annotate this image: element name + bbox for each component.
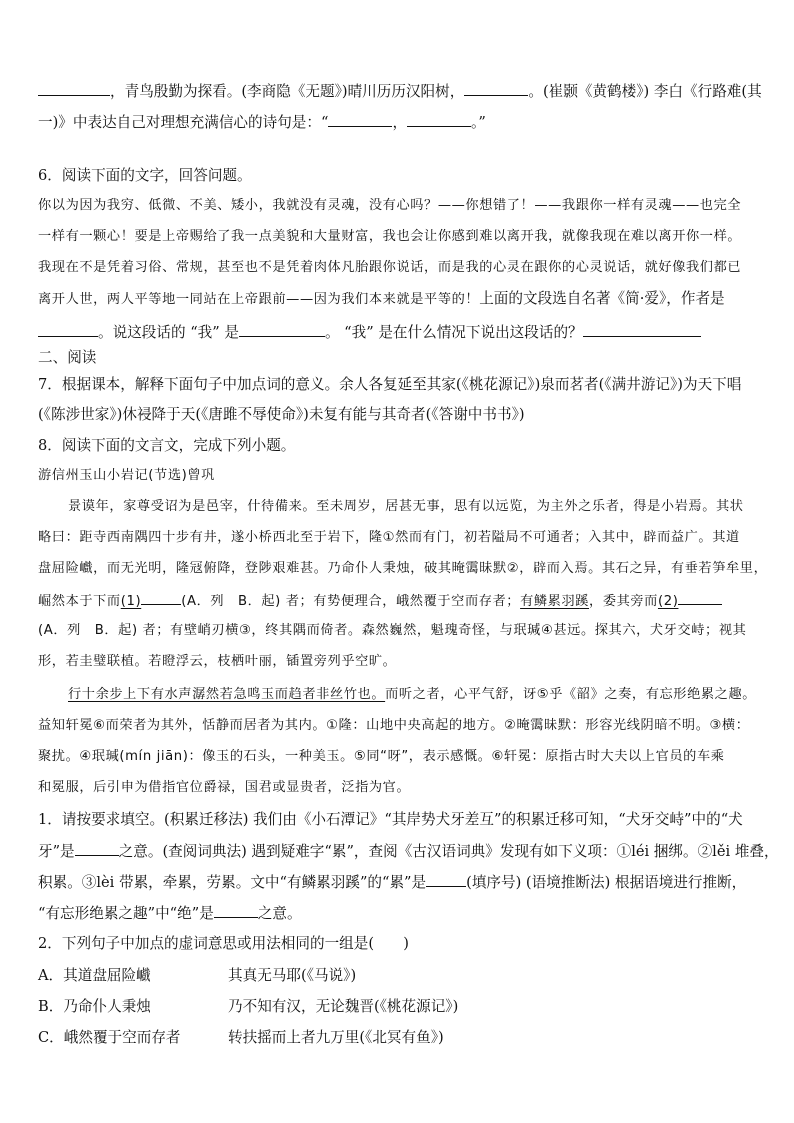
passage-line: 你以为因为我穷、低微、不美、矮小，我就没有灵魂，没有心吗？——你想错了！——我跟你一样有灵魂——也完全 (38, 198, 742, 213)
option-a-left[interactable]: A．其道盘屈险巇 (38, 967, 151, 984)
question-8: 8．阅读下面的文言文，完成下列小题。 (38, 437, 296, 454)
passage-line: 离开人世，两人平等地一同站在上帝跟前——因为我们本来就是平等的！上面的文段选自名著《简·爱》，作者是 (38, 290, 725, 307)
classical-text-line: 行十余步上下有水声潺然若急鸣玉而趋者非丝竹也。而听之者，心平气舒，讶⑤乎《韶》之奏，有忘形绝累之趣。 (68, 687, 757, 702)
question-7: 7．根据课本，解释下面句子中加点词的意义。余人各复延至其家(《桃花源记》)泉而茗者(《满井游记》)为天下唱 (38, 376, 742, 393)
option-b-right: 乃不知有汉，无论魏晋(《桃花源记》) (228, 998, 459, 1015)
blank[interactable] (141, 590, 181, 605)
passage-title: 游信州玉山小岩记(节选)曾巩 (38, 468, 215, 483)
blank[interactable] (38, 322, 98, 337)
footnote-line: 和冕服，后引申为借指官位爵禄，国君或显贵者，泛指为官。 (38, 780, 411, 795)
footnote-line: 聚扰。④珉瑊(mín jiān)：像玉的石头，一种美玉。⑤同“呀”，表示感慨。⑥轩冕：原指古时大夫以上官员的车乘 (38, 749, 725, 764)
subquestion-1: 牙”是 之意。(查阅词典法) 遇到疑难字“累”，查阅《古汉语词典》发现有如下义项：①léi 捆绑。②lěi 堆叠， (38, 843, 779, 860)
blank[interactable] (239, 322, 325, 337)
poem-fill-line-1: ，青鸟殷勤为探看。(李商隐《无题》)晴川历历汉阳树， 。(崔颢《黄鹤楼》) 李白《行路难(其 (38, 81, 762, 102)
option-a-right: 其真无马耶(《马说》) (228, 967, 357, 984)
blank[interactable] (328, 112, 392, 127)
classical-text-line: (A．列 B．起) 者；有壁峭刃横③，终其隅而倚者。森然巍然，魁瑰奇怪，与珉瑊④甚远。探其六，犬牙交峙；视其 (38, 623, 747, 638)
classical-text-line: 益知轩冕⑥而荣者为其外，恬静而居者为其内。①隆：山地中央高起的地方。②晻霭昧默：形容光线阴暗不明。③横： (38, 718, 750, 733)
blank[interactable] (407, 112, 471, 127)
subquestion-1: “有忘形绝累之趣”中“绝”是 之意。 (38, 905, 302, 922)
subquestion-1: 1．请按要求填空。(积累迁移法) 我们由《小石潭记》“其岸势犬牙差互”的积累迁移可知，“犬牙交峙”中的“犬 (38, 811, 743, 828)
section-heading: 二、阅读 (38, 349, 97, 366)
option-c-right: 转扶摇而上者九万里(《北冥有鱼》) (228, 1029, 444, 1046)
underlined-sentence: 行十余步上下有水声潺然若急鸣玉而趋者非丝竹也。 (68, 687, 386, 702)
subquestion-2: 2．下列句子中加点的虚词意思或用法相同的一组是( ) (38, 935, 409, 952)
blank[interactable] (464, 81, 528, 96)
blank[interactable] (426, 872, 466, 887)
classical-text-line: 景谟年，家尊受诏为是邑宰，什待備来。至未周岁，居甚无事，思有以远览，为主外之乐者，得是小岩焉。其状 (68, 499, 744, 514)
blank[interactable] (678, 590, 722, 605)
poem-fill-line-2: 一)》中表达自己对理想充满信心的诗句是：“ ， 。” (38, 114, 486, 131)
blank[interactable] (38, 81, 110, 96)
classical-text-line: 形，若圭璧联植。若瞪浮云，枝栖叶丽，锸置旁列乎空旷。 (38, 654, 397, 669)
classical-text-line: 崛然本于下而(1) (A．列 B．起) 者；有势便理合，峨然覆于空而存者；有鳞累羽蹊，委其旁而(2) (38, 590, 722, 612)
question-6-blanks: 。说这段话的 “我” 是 。 “我” 是在什么情况下说出这段话的？ (38, 322, 701, 343)
question-6: 6．阅读下面的文字，回答问题。 (38, 167, 252, 184)
option-b-left[interactable]: B．乃命仆人秉烛 (38, 998, 151, 1015)
blank[interactable] (583, 322, 701, 337)
classical-text-line: 略曰：距寺西南隅四十步有井，遂小桥西北至于岩下，隆①然而有门，初若隘局不可通者；入其中，辟而益广。其道 (38, 530, 740, 545)
classical-text-line: 盘屈险巇，而无光明，隆冦俯降，登陟艰难甚。乃命仆人秉烛，破其晻霭昧默②，辟而入焉。其石之异，有垂若笋牟里， (38, 561, 768, 576)
question-7: (《陈涉世家》)休祲降于天(《唐雎不辱使命》)未复有能与其奇者(《答谢中书书》) (38, 406, 525, 423)
option-c-left[interactable]: C．峨然覆于空而存者 (38, 1029, 181, 1046)
passage-line: 我现在不是凭着习俗、常规，甚至也不是凭着肉体凡胎跟你说话，而是我的心灵在跟你的心灵说话，就好像我们都已 (38, 260, 742, 275)
blank[interactable] (214, 903, 258, 918)
passage-line: 一样有一颗心！要是上帝赐给了我一点美貌和大量财富，我也会让你感到难以离开我，就像我现在难以离开你一样。 (38, 229, 742, 244)
subquestion-1: 积累。③lèi 带累，牵累，劳累。文中“有鳞累羽蹊”的“累”是 (填序号) (语境推断法) 根据语境进行推断， (38, 874, 747, 891)
blank[interactable] (75, 841, 119, 856)
